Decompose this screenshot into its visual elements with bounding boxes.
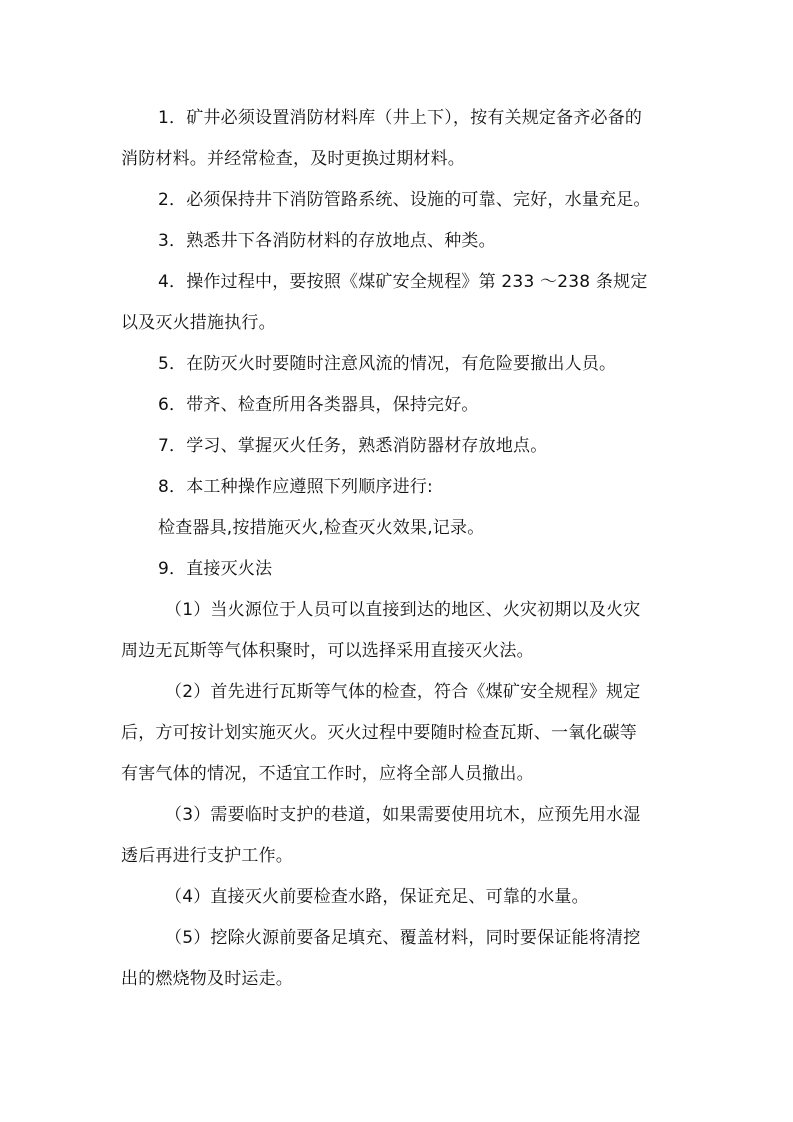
paragraph-4-line-1: 4．操作过程中，要按照《煤矿安全规程》第 233 ～238 条规定 xyxy=(158,272,648,292)
item-5-line-1: （5）挖除火源前要备足填充、覆盖材料，同时要保证能将清挖 xyxy=(165,928,641,948)
item-1-line-2: 周边无瓦斯等气体积聚时，可以选择采用直接灭火法。 xyxy=(121,641,534,661)
section-9-heading: 9．直接灭火法 xyxy=(158,559,273,579)
paragraph-5: 5．在防灭火时要随时注意风流的情况，有危险要撤出人员。 xyxy=(158,354,617,374)
paragraph-8-sequence: 检查器具,按措施灭火,检查灭火效果,记录。 xyxy=(158,518,485,538)
item-3-line-1: （3）需要临时支护的巷道，如果需要使用坑木，应预先用水湿 xyxy=(165,805,641,825)
item-2-line-1: （2）首先进行瓦斯等气体的检查，符合《煤矿安全规程》规定 xyxy=(165,682,641,702)
item-5-line-2: 出的燃烧物及时运走。 xyxy=(121,969,293,989)
paragraph-6: 6．带齐、检查所用各类器具，保持完好。 xyxy=(158,395,479,415)
item-1-line-1: （1）当火源位于人员可以直接到达的地区、火灾初期以及火灾 xyxy=(165,600,641,620)
paragraph-8-heading: 8．本工种操作应遵照下列顺序进行: xyxy=(158,477,433,497)
item-2-line-3: 有害气体的情况，不适宜工作时，应将全部人员撤出。 xyxy=(121,764,534,784)
paragraph-1-line-2: 消防材料。并经常检查，及时更换过期材料。 xyxy=(121,149,465,169)
paragraph-1-line-1: 1．矿井必须设置消防材料库（井上下），按有关规定备齐必备的 xyxy=(158,108,643,128)
paragraph-3: 3．熟悉井下各消防材料的存放地点、种类。 xyxy=(158,231,496,251)
item-4: （4）直接灭火前要检查水路，保证充足、可靠的水量。 xyxy=(165,887,589,907)
paragraph-4-line-2: 以及灭火措施执行。 xyxy=(121,313,276,333)
paragraph-2: 2．必须保持井下消防管路系统、设施的可靠、完好，水量充足。 xyxy=(158,190,651,210)
paragraph-7: 7．学习、掌握灭火任务，熟悉消防器材存放地点。 xyxy=(158,436,548,456)
item-3-line-2: 透后再进行支护工作。 xyxy=(121,846,293,866)
document-body xyxy=(121,98,677,1000)
item-2-line-2: 后，方可按计划实施灭火。灭火过程中要随时检查瓦斯、一氧化碳等 xyxy=(121,723,637,743)
